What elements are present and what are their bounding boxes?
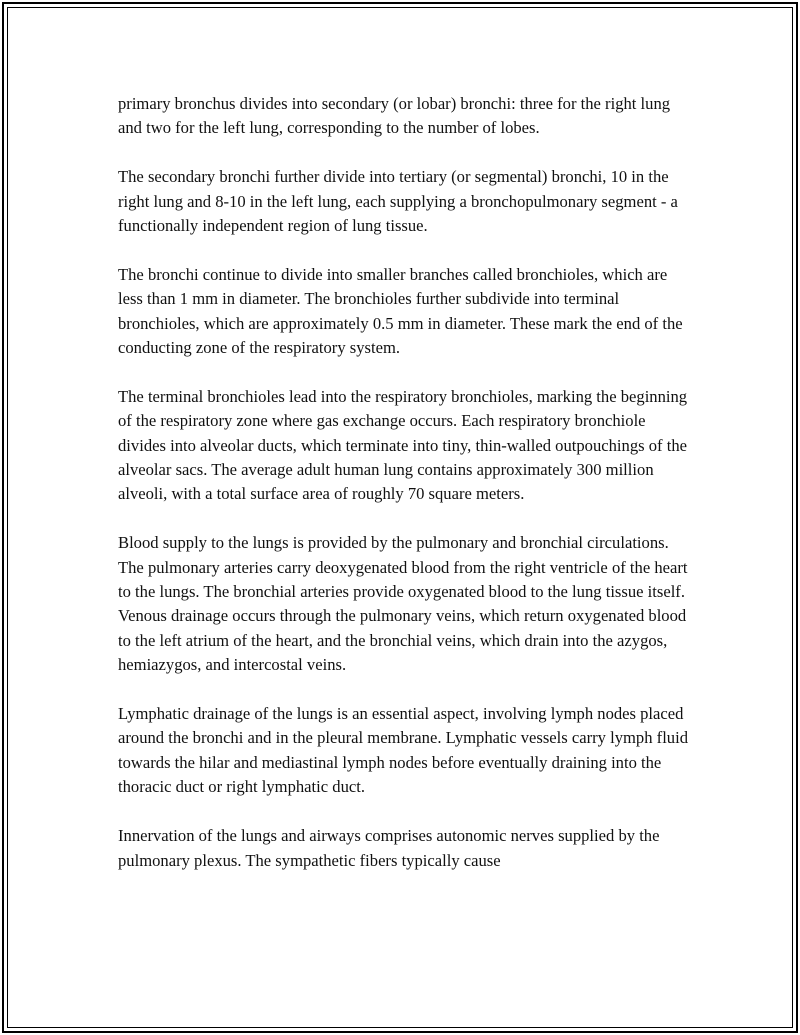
paragraph-bronchioles: The bronchi continue to divide into smaller branches called bronchioles, which are less than 1 mm in diameter. The bronchioles further subdivide into terminal bronchioles, which are approximately 0.5 mm in diameter. These mark the end of the conducting zone of the respiratory system. [118,264,683,358]
paragraph-respiratory-zone: The terminal bronchioles lead into the respiratory bronchioles, marking the beginning of the respiratory zone where gas exchange occurs. Each respiratory bronchiole divides into alveolar ducts, which terminate into tiny, thin-walled outpouchings of the alveolar sacs. The average adult human lung contains approximately 300 million alveoli, with a total surface area of roughly 70 square meters. [118,386,688,504]
paragraph-innervation: Innervation of the lungs and airways comprises autonomic nerves supplied by the pulmonary plexus. The sympathetic fibers typically cause [118,826,660,870]
paragraph-segmental-bronchi: The secondary bronchi further divide into tertiary (or segmental) bronchi, 10 in the right lung and 8-10 in the left lung, each supplying a bronchopulmonary segment - a functionally independent region of lung tissue. [118,167,678,236]
document-body [118,92,690,897]
paragraph-lymphatic-drainage: Lymphatic drainage of the lungs is an essential aspect, involving lymph nodes placed around the bronchi and in the pleural membrane. Lymphatic vessels carry lymph fluid towards the hilar and mediastinal lymph nodes before eventually draining into the thoracic duct or right lymphatic duct. [118,704,689,797]
paragraph-blood-supply: Blood supply to the lungs is provided by the pulmonary and bronchial circulations. The pulmonary arteries carry deoxygenated blood from the right ventricle of the heart to the lungs. The bronchial arteries provide oxygenated blood to the lung tissue itself. Venous drainage occurs through the pulmonary veins, which return oxygenated blood to the left atrium of the heart, and the bronchial veins, which drain into the azygos, hemiazygos, and intercostal veins. [118,533,688,675]
paragraph-lobar-bronchi: primary bronchus divides into secondary (or lobar) bronchi: three for the right lung and two for the left lung, corresponding to the number of lobes. [118,94,671,138]
